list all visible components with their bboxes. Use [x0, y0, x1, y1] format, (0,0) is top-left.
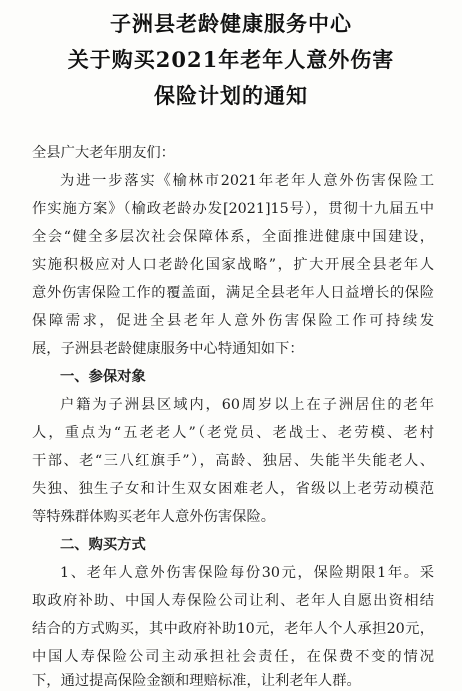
section-2-line: 中国人寿保险公司主动承担社会责任，在保费不变的情况	[32, 649, 434, 665]
section-1-line: 户籍为子洲县区域内，60周岁以上在子洲居住的老年	[60, 397, 434, 413]
section-1-line: 等特殊群体购买老年人意外伤害保险。	[32, 509, 276, 525]
section-2-line: 结合的方式购买，其中政府补助10元，老年人个人承担20元，	[32, 621, 434, 637]
intro-line: 意外伤害保险工作的覆盖面，满足全县老年人日益增长的保险	[32, 285, 434, 301]
document-title-line-2: 关于购买2021年老年人意外伤害	[67, 47, 395, 72]
intro-line: 实施积极应对人口老龄化国家战略”，扩大开展全县老年人	[32, 257, 434, 273]
section-2-line: 取政府补助、中国人寿保险公司让利、老年人自愿出资相结	[32, 593, 434, 609]
section-2-line: 下，通过提高保险金额和理赔标准，让利老年人群。	[32, 673, 361, 689]
intro-line: 保障需求，促进全县老年人意外伤害保险工作可持续发	[32, 313, 434, 329]
intro-line: 作实施方案》（榆政老龄办发[2021]15号），贯彻十九届五中	[32, 201, 434, 217]
section-1-line: 人，重点为“五老老人”（老党员、老战士、老劳模、老村	[32, 425, 434, 441]
section-2-line: 1、老年人意外伤害保险每份30元，保险期限1年。采	[60, 565, 434, 581]
section-1-line: 失独、独生子女和计生双女困难老人，省级以上老劳动模范	[32, 481, 434, 497]
document-title-line-1: 子洲县老龄健康服务中心	[110, 11, 352, 36]
section-heading-eligibility: 一、参保对象	[60, 369, 146, 385]
section-1-line: 干部、老“三八红旗手”），高龄、独居、失能半失能老人、	[32, 453, 434, 469]
salutation: 全县广大老年朋友们：	[32, 145, 175, 161]
section-heading-purchase-method: 二、购买方式	[60, 537, 146, 553]
intro-line: 全会“健全多层次社会保障体系，全面推进健康中国建设，	[32, 229, 434, 245]
document-title-line-3: 保险计划的通知	[154, 83, 308, 108]
intro-line: 展，子洲县老龄健康服务中心特通知如下：	[32, 341, 304, 357]
intro-line: 为进一步落实《榆林市2021年老年人意外伤害保险工	[60, 173, 434, 189]
